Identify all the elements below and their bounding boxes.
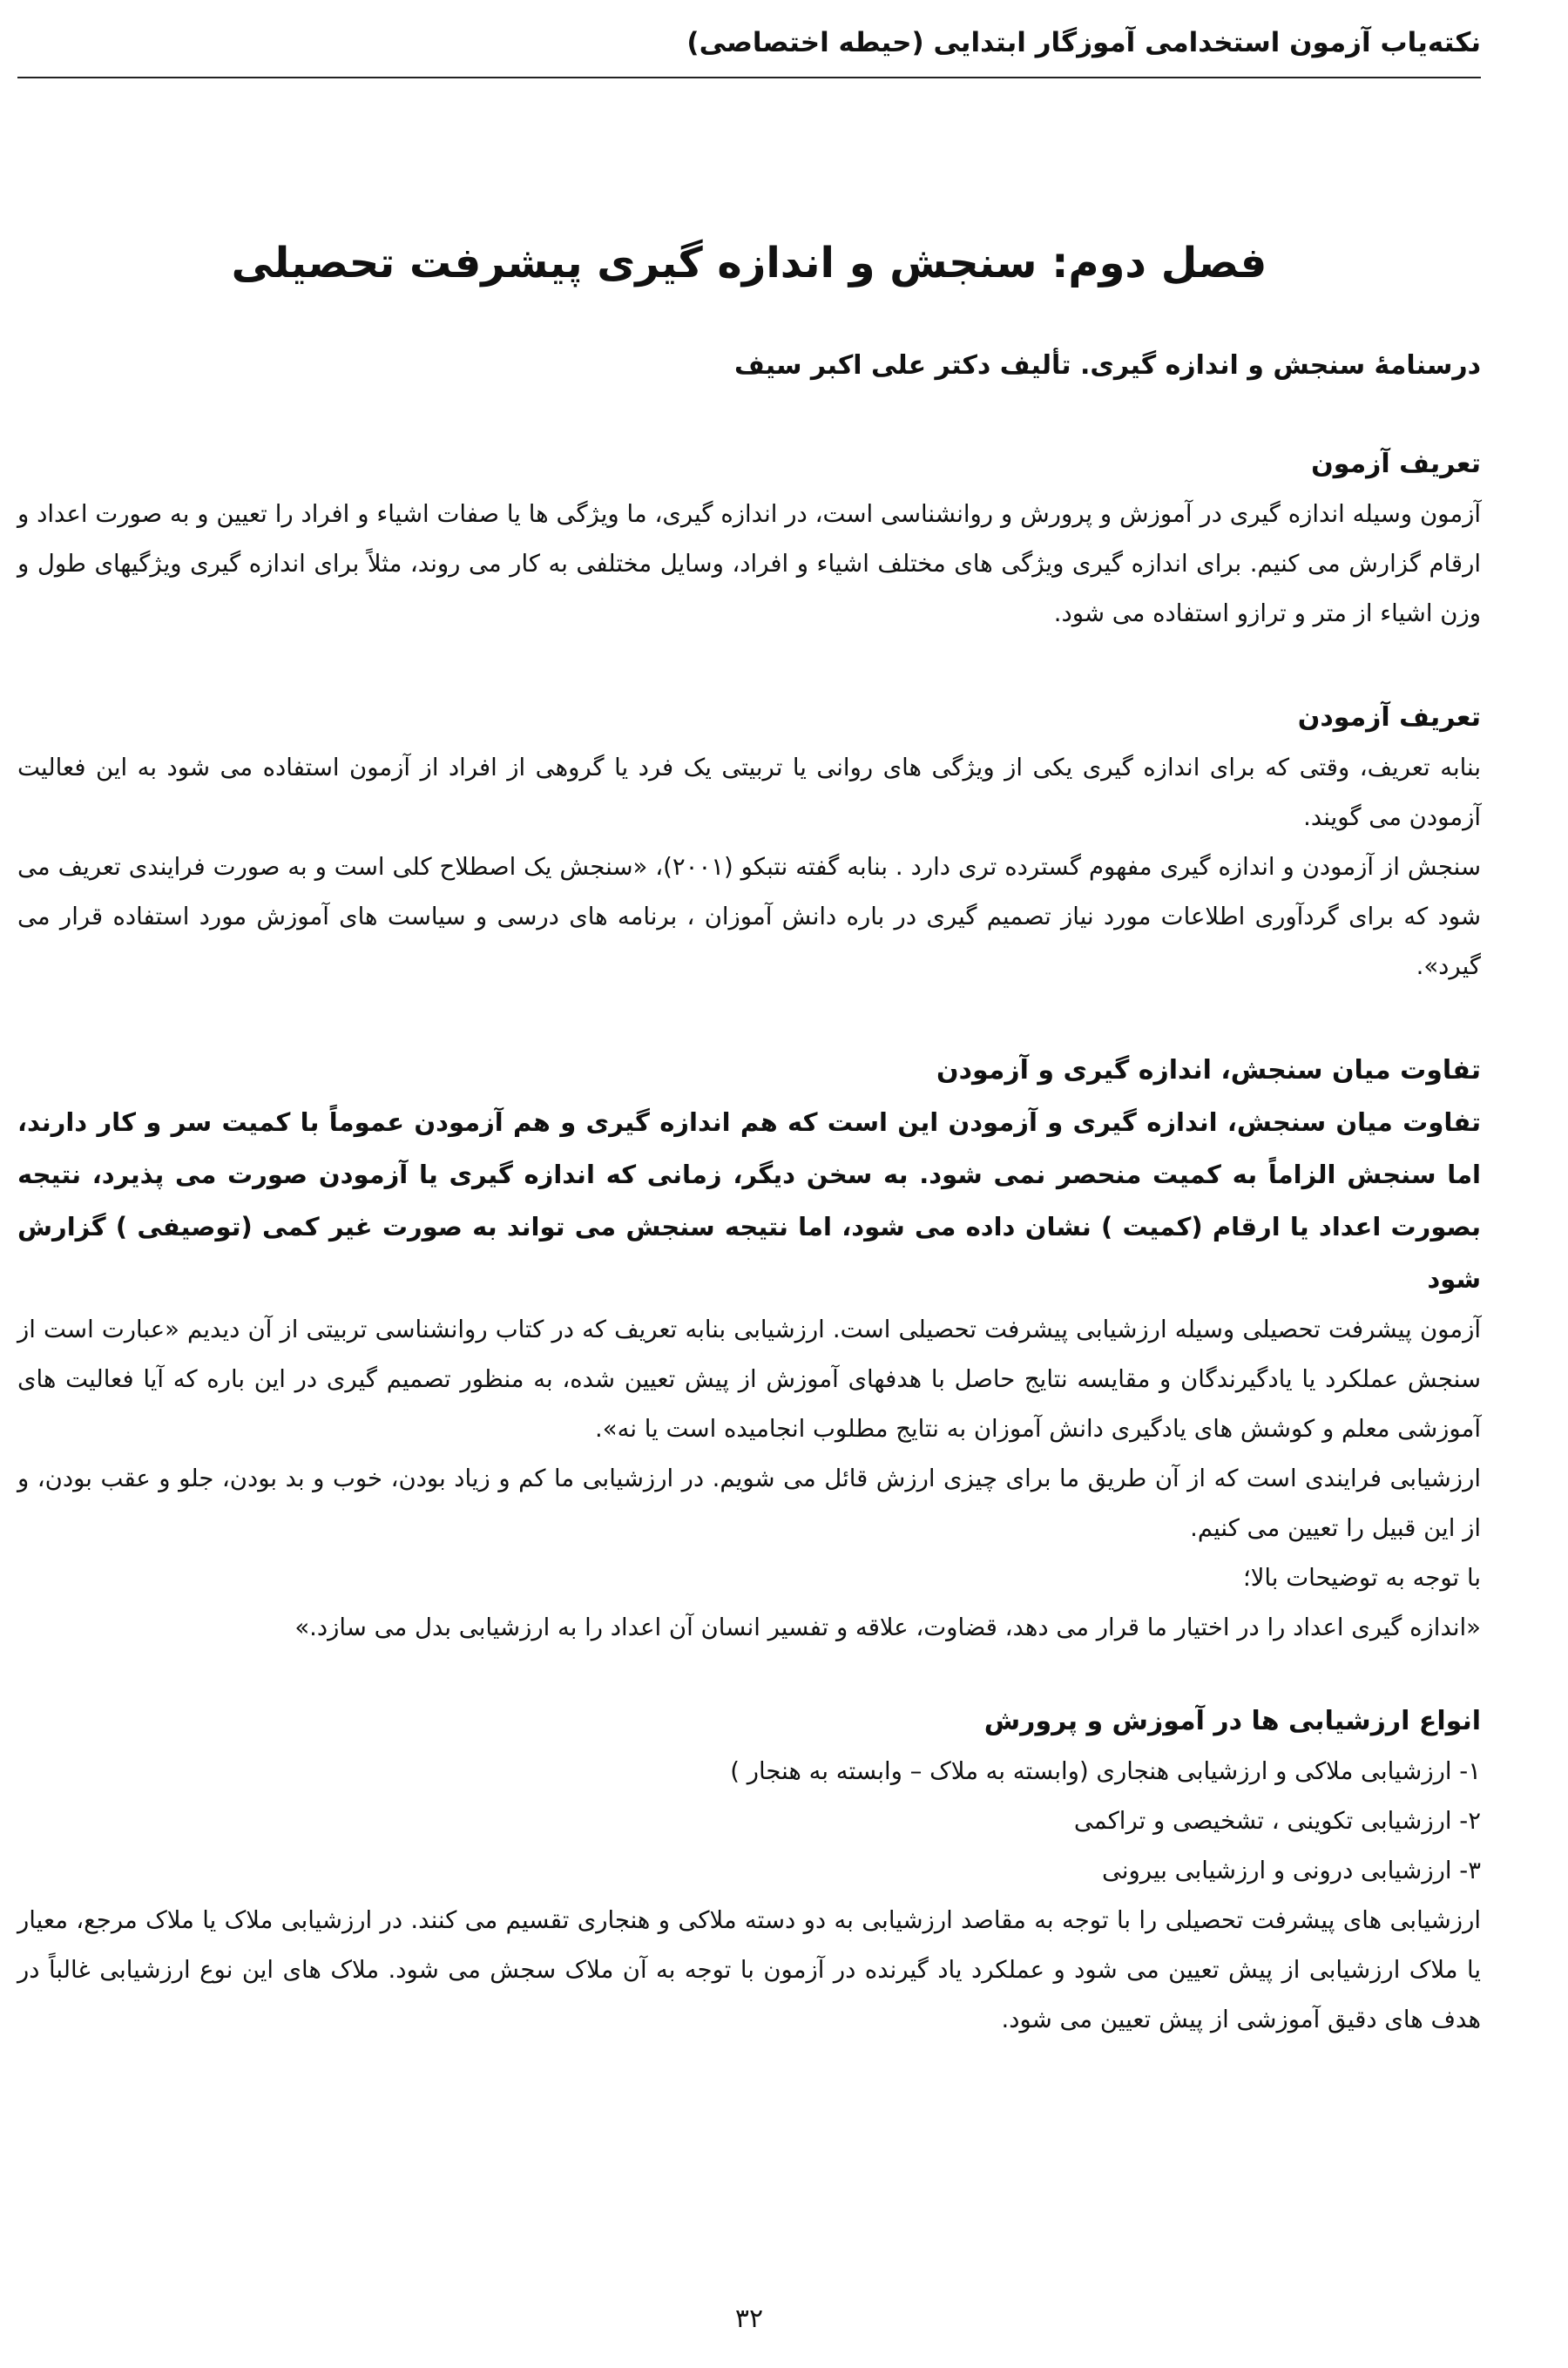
document-page [17, 0, 1481, 2368]
chapter-title: فصل دوم: سنجش و اندازه گیری پیشرفت تحصیلی [231, 239, 1267, 288]
section-heading-evaluation-types: انواع ارزشیابی ها در آموزش و پرورش [983, 1706, 1481, 1736]
section-heading-test-definition: تعریف آزمون [1311, 449, 1481, 479]
list-item: ۳- ارزشیابی درونی و ارزشیابی بیرونی [1101, 1857, 1481, 1884]
running-header: نکته‌یاب آزمون استخدامی آموزگار ابتدایی (حیطه اختصاصی) [686, 27, 1481, 58]
bold-paragraph: تفاوت میان سنجش، اندازه گیری و آزمودن این است که هم اندازه گیری و هم آزمودن عموماً با کمیت سر و کار دارند، اما سنجش الزاماً به کمیت منحصر نمی شود. به سخن دیگر، زمانی که اندازه گیری یا آزمودن صورت می پذیرد، نتیجه بصورت اعداد یا ارقام (کمیت ) نشان داده می شود، اما نتیجه سنجش می تواند به صورت غیر کمی (توصیفی ) گزارش شود [17, 1107, 1481, 1294]
header-rule [17, 77, 1481, 78]
quote-paragraph: «اندازه گیری اعداد را در اختیار ما قرار می دهد، قضاوت، علاقه و تفسیر انسان آن اعداد را به ارزشیابی بدل می سازد.» [294, 1614, 1481, 1641]
page-number: ۳۲ [734, 2304, 764, 2334]
paragraph: ارزشیابی های پیشرفت تحصیلی را با توجه به مقاصد ارزشیابی به دو دسته ملاکی و هنجاری تقسیم می کنند. در ارزشیابی ملاک یا ملاک مرجع، معیار یا ملاک ارزشیابی از پیش تعیین می شود و عملکرد یاد گیرنده در آزمون با توجه به آن ملاک سجش می شود. ملاک های این نوع ارزشیابی غالباً در هدف های دقیق آموزشی از پیش تعیین می شود. [17, 1906, 1481, 2033]
paragraph: سنجش از آزمودن و اندازه گیری مفهوم گسترده تری دارد . بنابه گفته نتبکو (۲۰۰۱)، «سنجش یک اصطلاح کلی است و به صورت فرایندی تعریف می شود که برای گردآوری اطلاعات مورد نیاز تصمیم گیری در باره دانش آموزان ، برنامه های درسی و سیاست های آموزش مورد استفاده قرار می گیرد». [17, 853, 1481, 980]
list-item: ۲- ارزشیابی تکوینی ، تشخیصی و تراکمی [1073, 1807, 1481, 1835]
source-line: درسنامۀ سنجش و اندازه گیری. تألیف دکتر علی اکبر سیف [734, 350, 1481, 381]
paragraph: ارزشیابی فرایندی است که از آن طریق ما برای چیزی ارزش قائل می شویم. در ارزشیابی ما کم و زیاد بودن، خوب و بد بودن، جلو و عقب بودن، و از این قبیل را تعیین می کنیم. [17, 1465, 1481, 1542]
section-heading-differences: تفاوت میان سنجش، اندازه گیری و آزمودن [936, 1055, 1481, 1086]
section-heading-testing-definition: تعریف آزمودن [1297, 702, 1481, 733]
paragraph: با توجه به توضیحات بالا؛ [1243, 1564, 1481, 1592]
list-item: ۱- ارزشیابی ملاکی و ارزشیابی هنجاری (وابسته به ملاک – وابسته به هنجار ) [730, 1757, 1481, 1785]
paragraph: بنابه تعریف، وقتی که برای اندازه گیری یکی از ویژگی های روانی یا تربیتی یک فرد یا گروهی از افراد از آزمون استفاده می شود به این فعالیت آزمودن می گویند. [17, 754, 1481, 831]
page-body [17, 340, 1481, 2045]
paragraph: آزمون وسیله اندازه گیری در آموزش و پرورش و روانشناسی است، در اندازه گیری، ما ویژگی ها یا صفات اشیاء و افراد را تعیین و به صورت اعداد و ارقام گزارش می کنیم. برای اندازه گیری ویژگی های مختلف اشیاء و افراد، وسایل مختلفی به کار می روند، مثلاً برای اندازه گیری ویژگیهای طول و وزن اشیاء از متر و ترازو استفاده می شود. [17, 500, 1481, 627]
paragraph: آزمون پیشرفت تحصیلی وسیله ارزشیابی پیشرفت تحصیلی است. ارزشیابی بنابه تعریف که در کتاب روانشناسی تربیتی از آن دیدیم «عبارت است از سنجش عملکرد یا یادگیرندگان و مقایسه نتایج حاصل با هدفهای آموزش از پیش تعیین شده، به منظور تصمیم گیری در این باره که آیا فعالیت های آموزشی معلم و کوشش های یادگیری دانش آموزان به نتایج مطلوب انجامیده است یا نه». [17, 1316, 1481, 1443]
